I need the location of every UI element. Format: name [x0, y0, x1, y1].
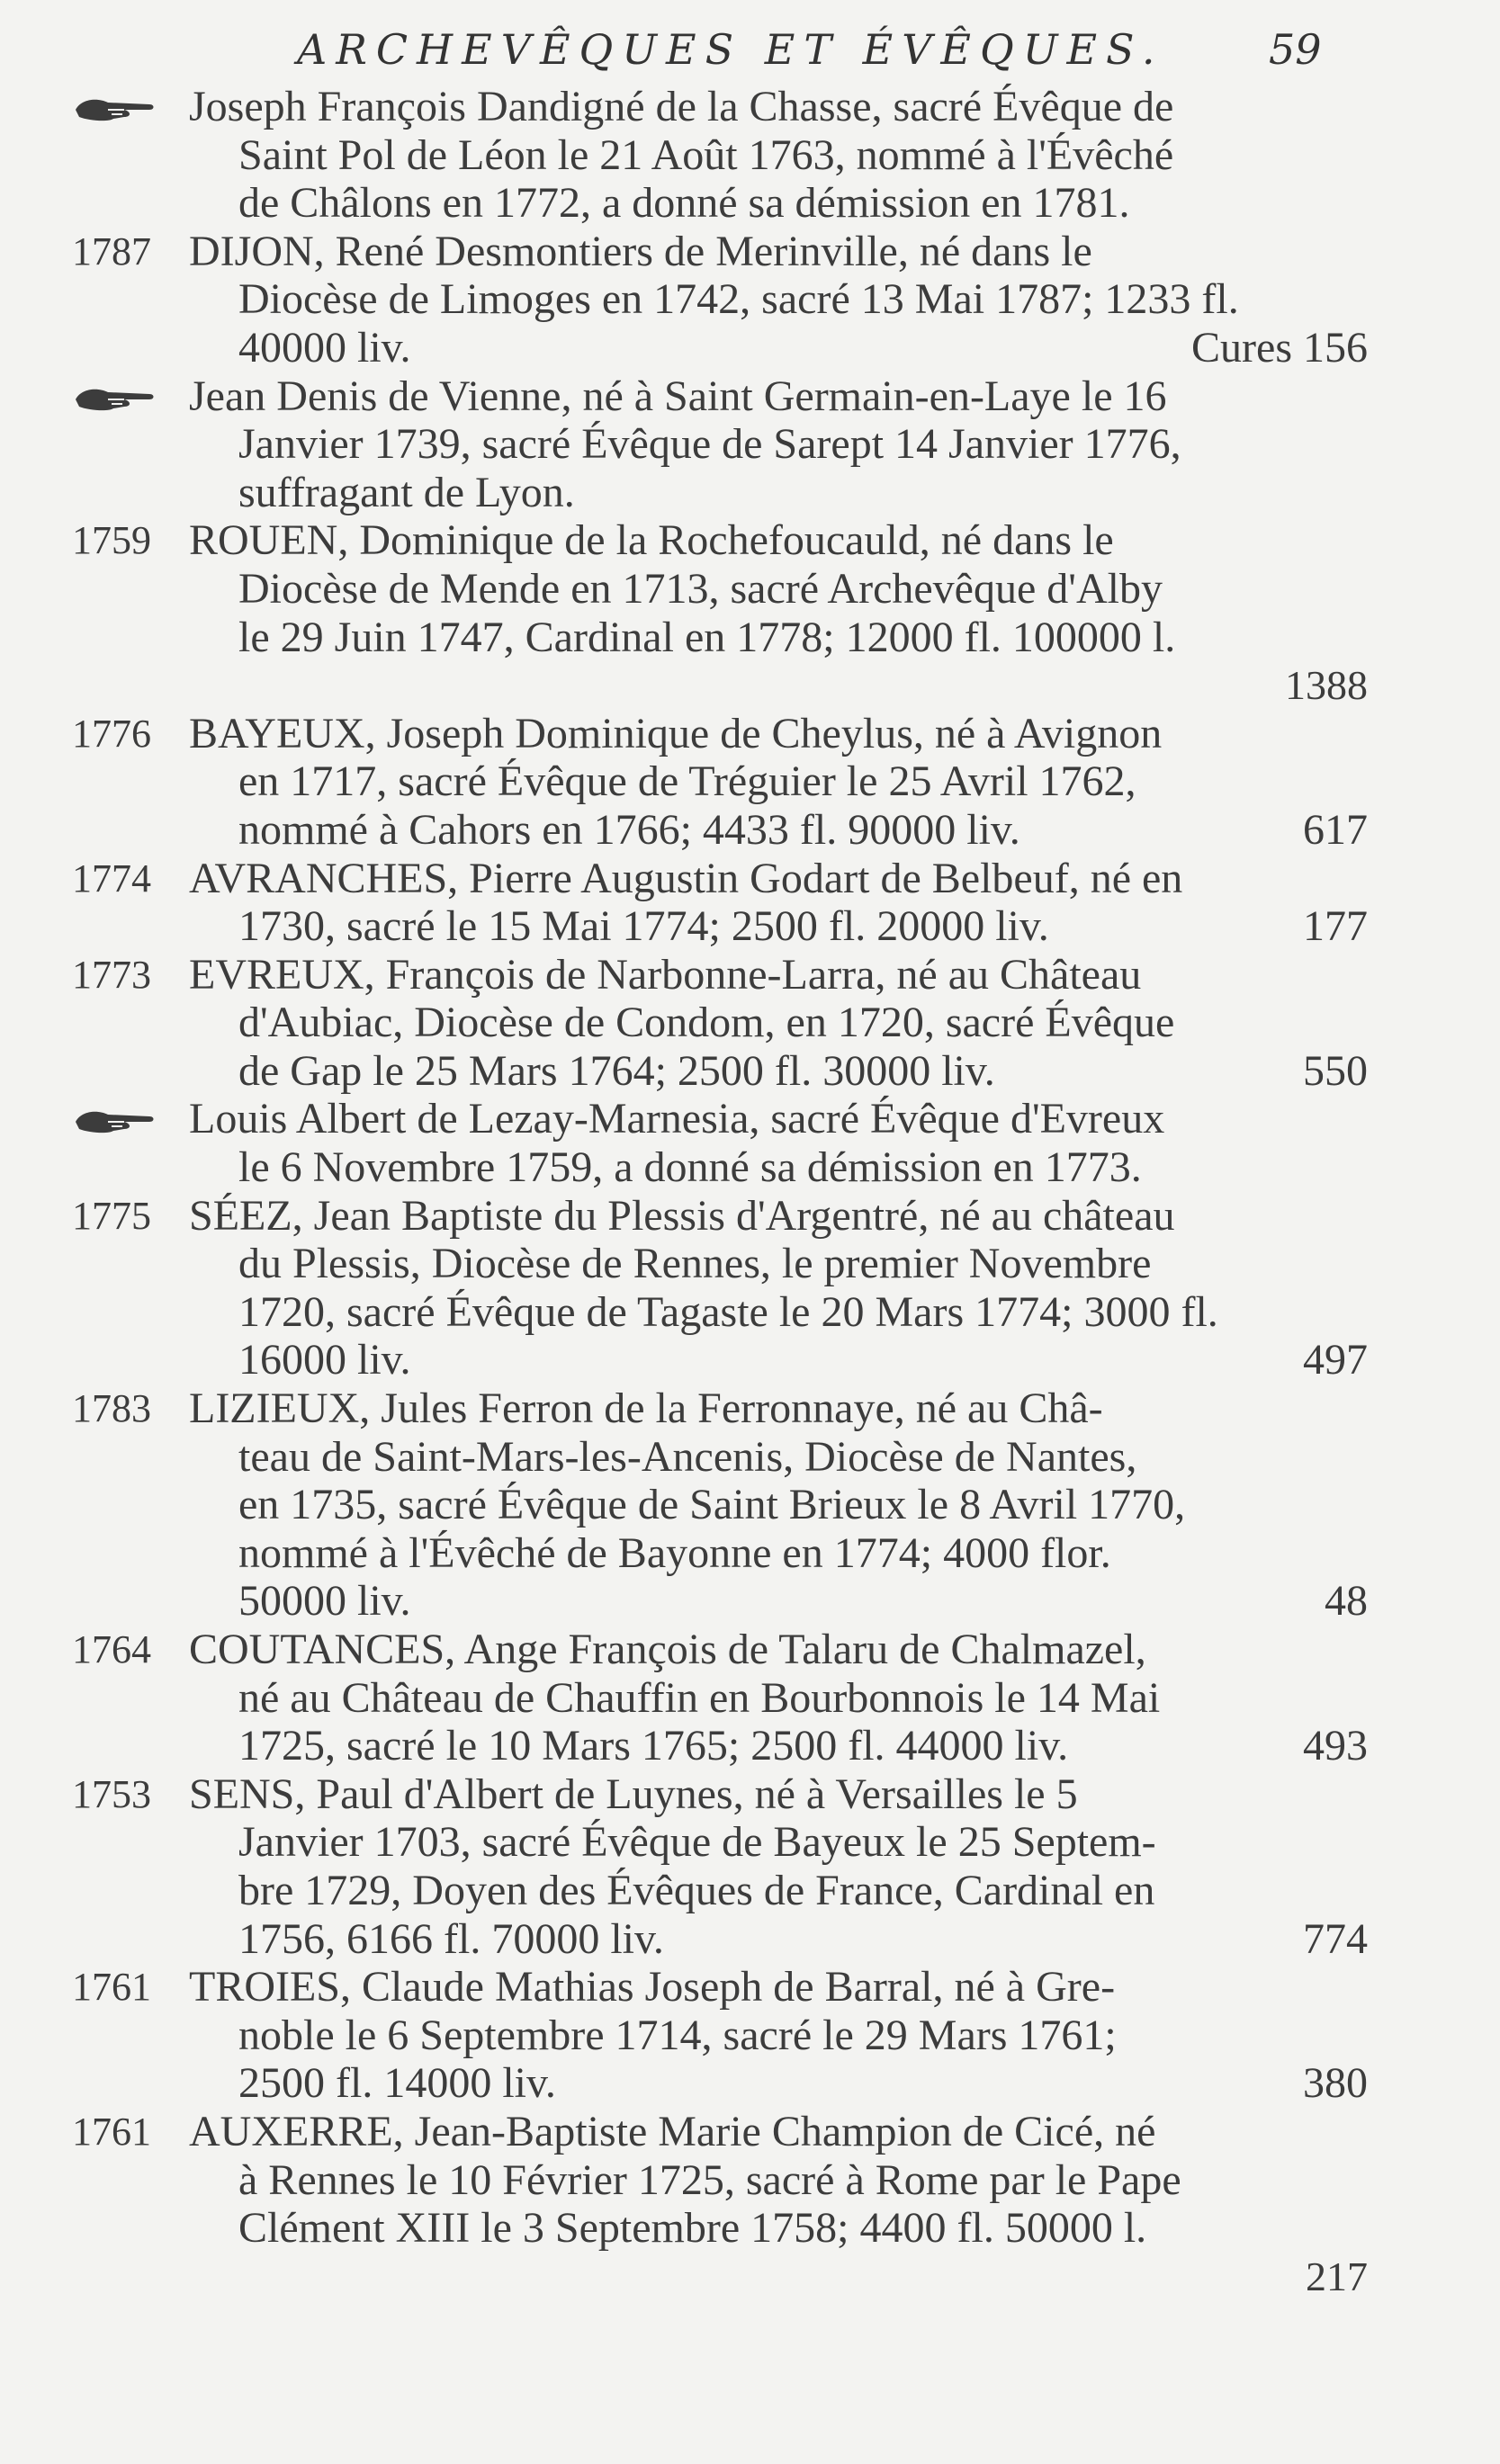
entry-year: 1783 — [72, 1386, 151, 1431]
entry-line-text: DIJON, René Desmontiers de Merinville, né dans le — [189, 227, 1092, 275]
entry-line — [72, 131, 1368, 180]
entry-line-text: Saint Pol de Léon le 21 Août 1763, nommé à l'Évêché — [238, 130, 1174, 179]
entry-line — [72, 228, 1368, 276]
entry-year: 1773 — [72, 952, 151, 997]
pointing-hand-icon — [72, 1104, 157, 1136]
entry-line — [72, 2059, 1368, 2108]
entry-line — [72, 275, 1368, 324]
entry-line — [72, 1818, 1368, 1867]
entry-line-text: né au Château de Chauffin en Bourbonnois le 14 Mai — [238, 1673, 1161, 1722]
entry-line — [72, 1047, 1368, 1096]
entry — [72, 1963, 1368, 2108]
entry-line — [72, 951, 1368, 999]
entry — [72, 1095, 1368, 1191]
entry — [72, 2108, 1368, 2300]
entry — [72, 951, 1368, 1096]
entry-line — [72, 902, 1368, 951]
entry-line — [72, 1095, 1368, 1143]
entry — [72, 1192, 1368, 1384]
entry-line — [72, 999, 1368, 1047]
entry-line — [72, 1867, 1368, 1915]
entry — [72, 710, 1368, 855]
entry-right-note: 617 — [1303, 805, 1368, 854]
entry-line-text: Louis Albert de Lezay-Marnesia, sacré Évêque d'Evreux — [189, 1095, 1165, 1143]
entry-year: 1761 — [72, 2109, 151, 2154]
entry-line — [72, 469, 1368, 517]
entry-line — [72, 1240, 1368, 1288]
entry — [72, 516, 1368, 709]
entry-line — [72, 1288, 1368, 1337]
entry-line — [72, 1674, 1368, 1723]
entry-right-note: 774 — [1303, 1914, 1368, 1963]
entry-line-text: AVRANCHES, Pierre Augustin Godart de Belbeuf, né en — [189, 854, 1183, 902]
entry-line-text: 2500 fl. 14000 liv. — [238, 2059, 556, 2108]
entry-line-text: le 29 Juin 1747, Cardinal en 1778; 12000 fl. 100000 l. — [238, 613, 1176, 661]
entry-line-text: Jean Denis de Vienne, né à Saint Germain-en-Laye le 16 — [189, 372, 1167, 420]
entry-line-text: Diocèse de Mende en 1713, sacré Archevêque d'Alby — [238, 564, 1163, 613]
entry-line-text: 50000 liv. — [238, 1577, 411, 1626]
entry-line-text: noble le 6 Septembre 1714, sacré le 29 Mars 1761; — [238, 2011, 1117, 2059]
entry-line-text: Clément XIII le 3 Septembre 1758; 4400 fl. 50000 l. — [238, 2204, 1147, 2253]
entry-year: 1753 — [72, 1771, 151, 1816]
entry-line-text: nommé à Cahors en 1766; 4433 fl. 90000 liv. — [238, 805, 1020, 854]
entry-line-text: Joseph François Dandigné de la Chasse, sacré Évêque de — [189, 83, 1174, 130]
entry-line-text: de Gap le 25 Mars 1764; 2500 fl. 30000 liv. — [238, 1046, 995, 1095]
entry — [72, 228, 1368, 372]
entry-line-text: à Rennes le 10 Février 1725, sacré à Rome par le Pape — [238, 2155, 1181, 2204]
entry-line-text: Diocèse de Limoges en 1742, sacré 13 Mai 1787; 1233 fl. — [238, 275, 1239, 324]
entry-line-text: nommé à l'Évêché de Bayonne en 1774; 4000 flor. — [238, 1528, 1111, 1577]
entry-line-text: SENS, Paul d'Albert de Luynes, né à Versailles le 5 — [189, 1770, 1078, 1818]
entry-line — [72, 1384, 1368, 1433]
entry — [72, 1384, 1368, 1626]
entry-line-text: 16000 liv. — [238, 1336, 411, 1384]
entry-line-text: 1756, 6166 fl. 70000 liv. — [238, 1914, 664, 1963]
entry-line-text: SÉEZ, Jean Baptiste du Plessis d'Argentré, né au château — [189, 1191, 1175, 1240]
entry-right-note: 493 — [1303, 1722, 1368, 1770]
entry-line-text: en 1735, sacré Évêque de Saint Brieux le 8 Avril 1770, — [238, 1481, 1186, 1529]
entry-line-text: AUXERRE, Jean-Baptiste Marie Champion de Cicé, né — [189, 2107, 1156, 2155]
entry-year: 1774 — [72, 856, 151, 900]
entry-line — [72, 1192, 1368, 1241]
entry-line-text: d'Aubiac, Diocèse de Condom, en 1720, sacré Évêque — [238, 999, 1175, 1047]
entry-line — [72, 516, 1368, 565]
entry-line-text: en 1717, sacré Évêque de Tréguier le 25 Avril 1762, — [238, 757, 1136, 806]
entry-line — [72, 1143, 1368, 1192]
entry-line-text: 40000 liv. — [238, 323, 411, 372]
entry-line — [72, 565, 1368, 614]
entry-right-note: 497 — [1303, 1336, 1368, 1384]
entry-line-text: bre 1729, Doyen des Évêques de France, Cardinal en — [238, 1866, 1155, 1914]
entry-line — [72, 420, 1368, 469]
entry-line — [72, 855, 1368, 903]
entry-line — [72, 806, 1368, 855]
entry-line — [72, 757, 1368, 806]
entry-line-text: 1730, sacré le 15 Mai 1774; 2500 fl. 20000 liv. — [238, 902, 1049, 951]
entry-year: 1775 — [72, 1193, 151, 1238]
entry-line-text: teau de Saint-Mars-les-Ancenis, Diocèse de Nantes, — [238, 1432, 1137, 1481]
entry — [72, 83, 1368, 228]
entry — [72, 1626, 1368, 1770]
entry-line-text: suffragant de Lyon. — [238, 468, 575, 516]
entry-right-note: 177 — [1303, 902, 1368, 951]
entry-total: 217 — [1306, 2253, 1368, 2299]
entry-line-text: LIZIEUX, Jules Ferron de la Ferronnaye, né au Châ- — [189, 1384, 1103, 1433]
entry-line — [72, 1722, 1368, 1770]
page-number: 59 — [1269, 25, 1322, 74]
entry-line — [72, 2156, 1368, 2205]
entry-line-text: ROUEN, Dominique de la Rochefoucauld, né dans le — [189, 516, 1114, 565]
entry-year: 1764 — [72, 1627, 151, 1671]
entry-right-note: 380 — [1303, 2059, 1368, 2108]
entry-year: 1776 — [72, 711, 151, 756]
entry-line-text: Janvier 1739, sacré Évêque de Sarept 14 Janvier 1776, — [238, 420, 1181, 469]
entry-line — [72, 1770, 1368, 1819]
entry-list — [72, 83, 1368, 2300]
entry-total: 1388 — [1285, 662, 1368, 709]
entry-line — [72, 614, 1368, 662]
entry-line — [72, 2012, 1368, 2060]
entry-line-text: 1725, sacré le 10 Mars 1765; 2500 fl. 44000 liv. — [238, 1722, 1069, 1770]
entry-line — [72, 1915, 1368, 1964]
entry-line — [72, 372, 1368, 421]
entry-year: 1761 — [72, 1965, 151, 2010]
entry-line — [72, 179, 1368, 228]
entry-line-text: de Châlons en 1772, a donné sa démission en 1781. — [238, 179, 1130, 228]
entry-line-text: TROIES, Claude Mathias Joseph de Barral, né à Gre- — [189, 1963, 1116, 2012]
entry — [72, 1770, 1368, 1963]
entry-line-text: COUTANCES, Ange François de Talaru de Chalmazel, — [189, 1626, 1146, 1673]
entry-line — [72, 83, 1368, 131]
entry-right-note: Cures 156 — [1191, 323, 1368, 372]
entry-right-note: 550 — [1303, 1046, 1368, 1095]
entry-line — [72, 710, 1368, 758]
entry-line — [72, 2108, 1368, 2156]
pointing-hand-icon — [72, 381, 157, 414]
pointing-hand-icon — [72, 92, 157, 124]
entry-line — [72, 324, 1368, 372]
running-head: ARCHEVÊQUES ET ÉVÊQUES. — [297, 25, 1164, 74]
entry-line-text: EVREUX, François de Narbonne-Larra, né au Château — [189, 950, 1142, 999]
entry-line — [72, 1433, 1368, 1482]
entry-line — [72, 1529, 1368, 1578]
entry-line — [72, 1336, 1368, 1384]
entry — [72, 372, 1368, 517]
entry-line — [72, 1626, 1368, 1674]
entry-line-text: du Plessis, Diocèse de Rennes, le premier Novembre — [238, 1240, 1152, 1288]
entry-line — [72, 1481, 1368, 1529]
entry-line-text: BAYEUX, Joseph Dominique de Cheylus, né à Avignon — [189, 709, 1163, 757]
entry-year: 1759 — [72, 518, 151, 563]
entry-line — [72, 1963, 1368, 2012]
entry-line — [72, 1577, 1368, 1626]
entry-line-text: Janvier 1703, sacré Évêque de Bayeux le 25 Septem- — [238, 1818, 1156, 1867]
entry-year: 1787 — [72, 228, 151, 273]
entry-right-note: 48 — [1325, 1577, 1368, 1626]
entry-line-text: 1720, sacré Évêque de Tagaste le 20 Mars 1774; 3000 fl. — [238, 1287, 1218, 1336]
entry-line — [72, 2204, 1368, 2253]
entry-line-text: le 6 Novembre 1759, a donné sa démission en 1773. — [238, 1143, 1142, 1192]
entry — [72, 855, 1368, 951]
